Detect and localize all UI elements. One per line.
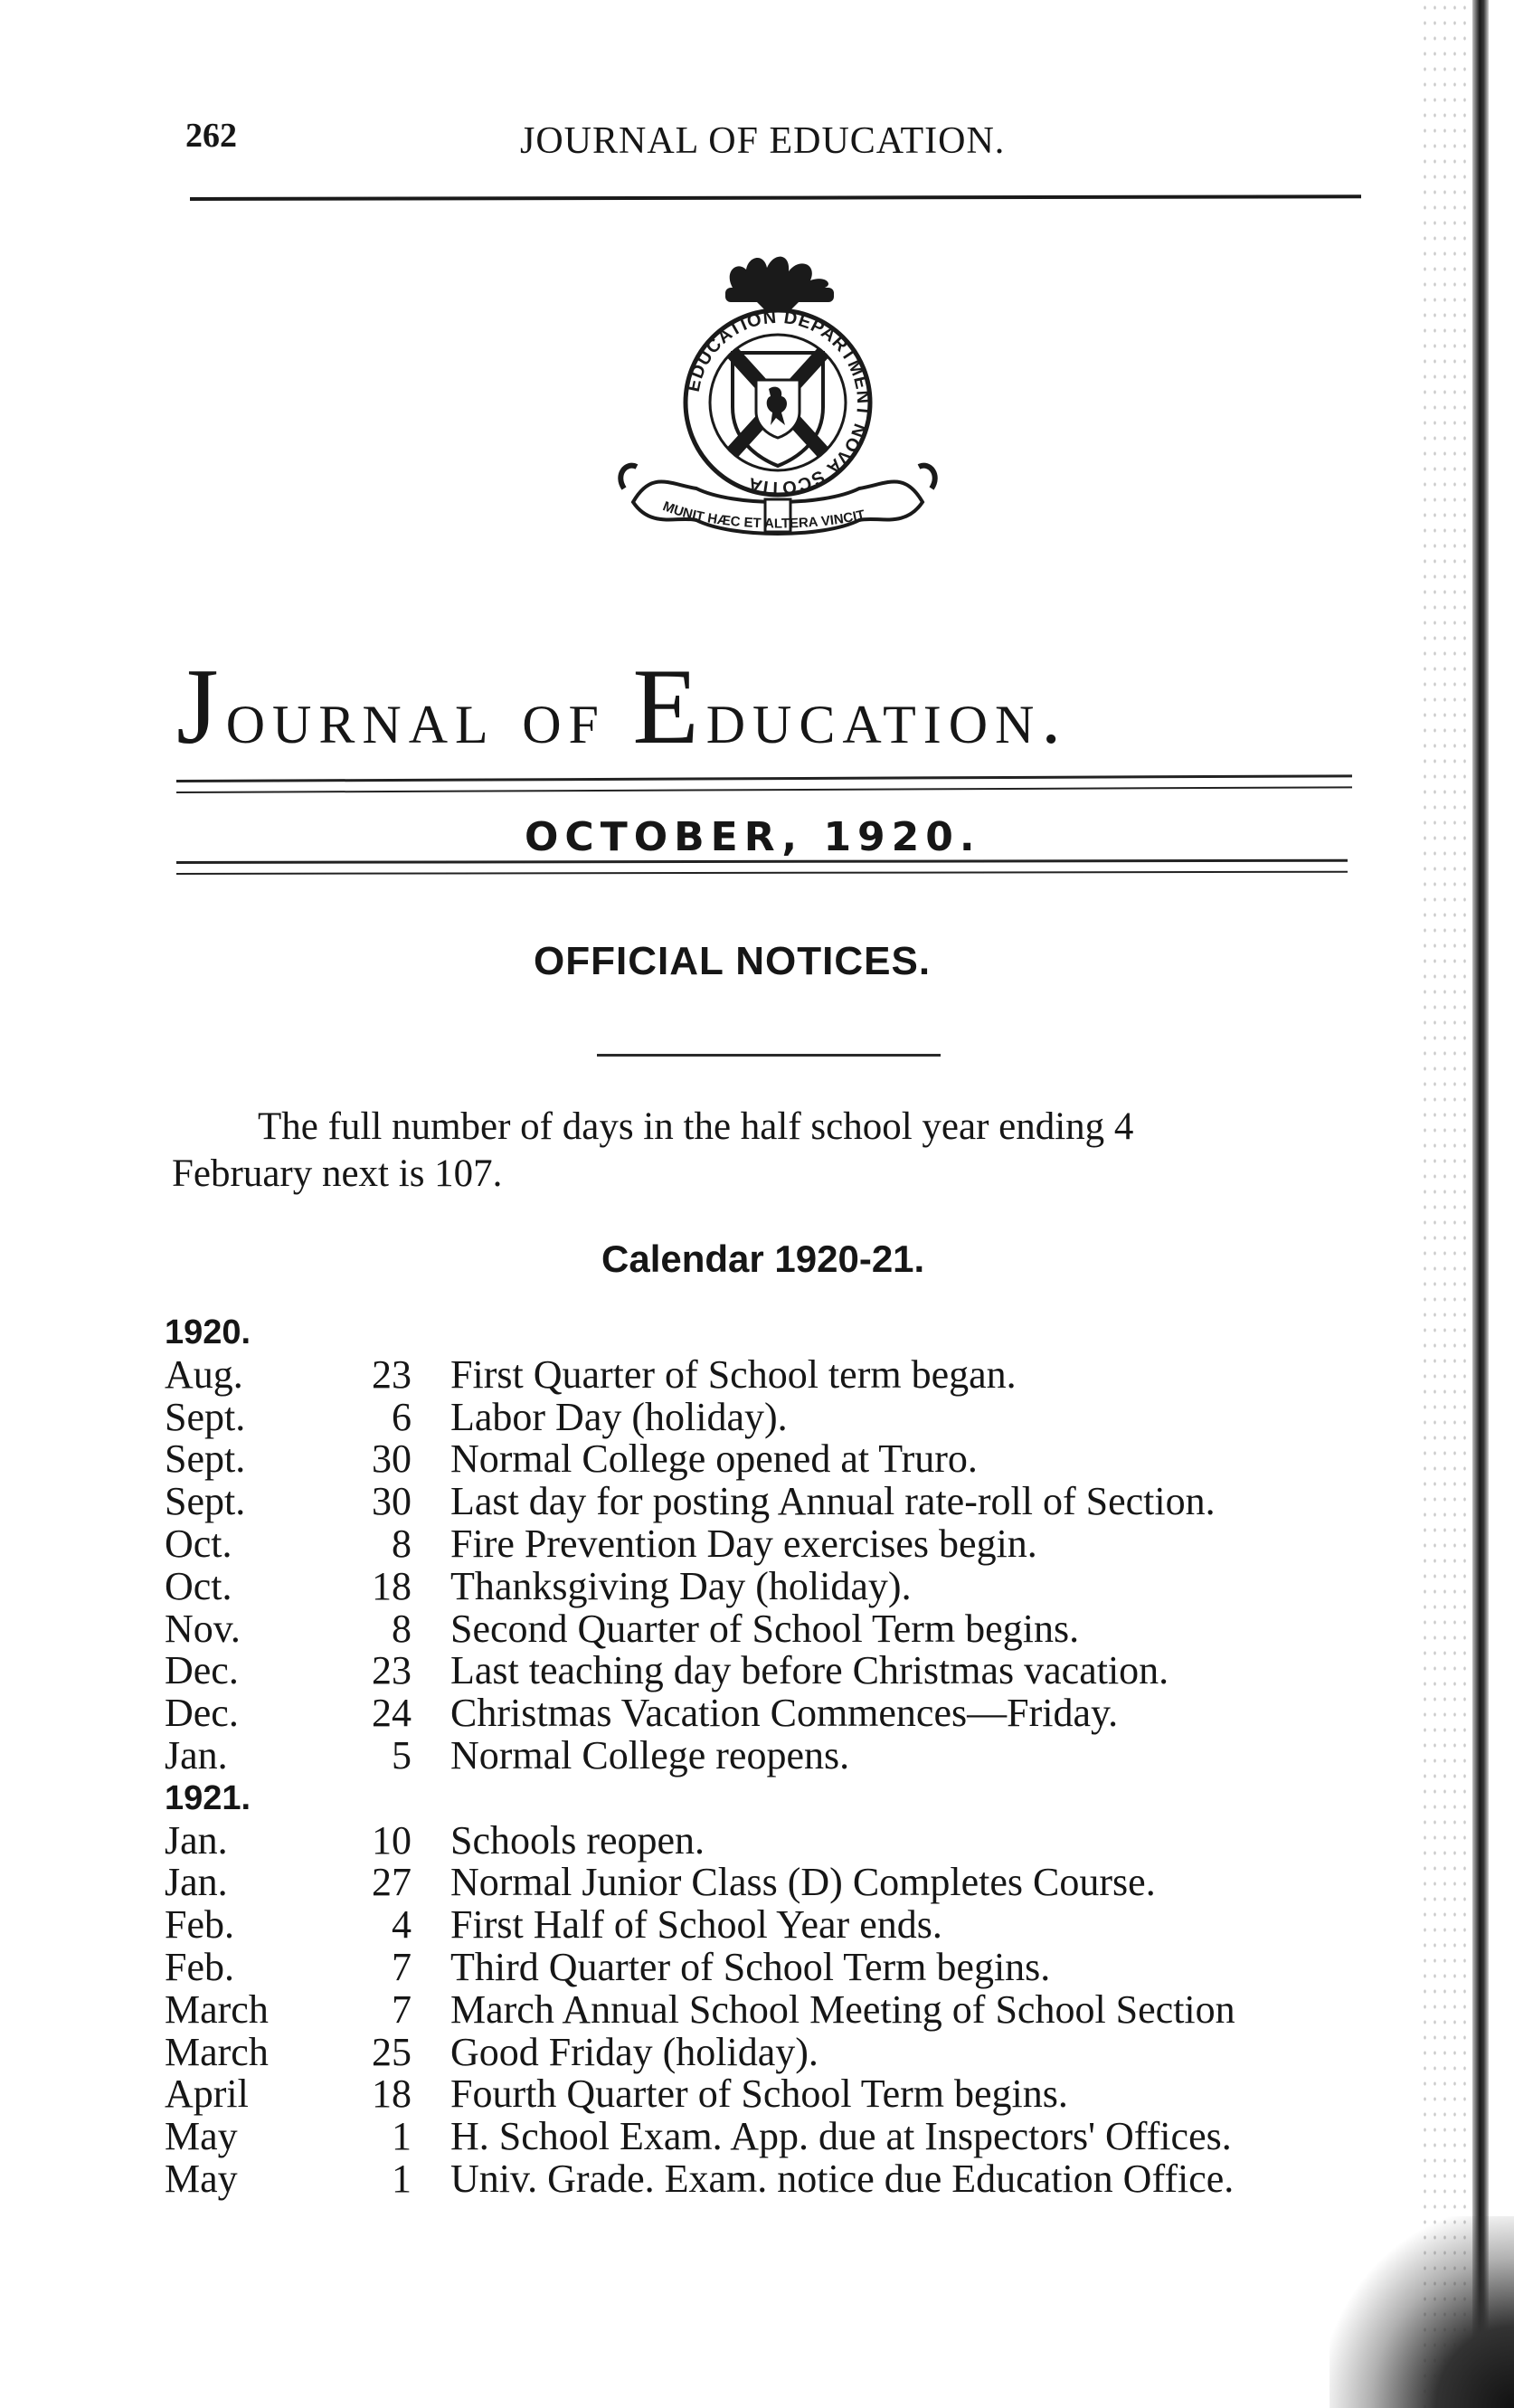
calendar-month: Feb.	[165, 1902, 234, 1948]
calendar-month: Sept.	[165, 1479, 246, 1524]
calendar-event: Good Friday (holiday).	[450, 2029, 819, 2074]
calendar-event: Christmas Vacation Commences—Friday.	[450, 1691, 1119, 1736]
calendar-year-row	[154, 1312, 1384, 1354]
calendar-event: March Annual School Meeting of School Section	[450, 1986, 1235, 2032]
calendar-row	[154, 1986, 1384, 2032]
calendar-day: 4	[392, 1902, 412, 1948]
page-number: 262	[185, 117, 237, 155]
calendar-event: Last teaching day before Christmas vacation.	[450, 1648, 1169, 1693]
calendar-table	[154, 1312, 1384, 2201]
calendar-event: Last day for posting Annual rate-roll of Section.	[450, 1479, 1216, 1524]
corner-smudge	[1329, 2216, 1514, 2408]
calendar-event: Second Quarter of School Term begins.	[450, 1606, 1080, 1651]
calendar-month: April	[165, 2071, 249, 2117]
calendar-month: March	[165, 2029, 269, 2074]
calendar-day: 27	[372, 1860, 412, 1905]
calendar-month: Oct.	[165, 1563, 232, 1608]
masthead-rule-top	[176, 774, 1352, 793]
calendar-row	[154, 1650, 1384, 1692]
calendar-day: 1	[392, 2156, 412, 2201]
edge-speckle	[1420, 0, 1472, 2408]
calendar-row	[154, 1692, 1384, 1735]
calendar-row	[154, 2073, 1384, 2116]
paragraph-line: February next is 107.	[172, 1152, 503, 1195]
calendar-row	[154, 1904, 1384, 1947]
calendar-event: Normal College reopens.	[450, 1732, 850, 1778]
calendar-month: Jan.	[165, 1860, 228, 1905]
calendar-month: Dec.	[165, 1691, 239, 1736]
calendar-event: Third Quarter of School Term begins.	[450, 1944, 1051, 1989]
calendar-month: Jan.	[165, 1817, 228, 1863]
calendar-row	[154, 1944, 1384, 1989]
calendar-row	[154, 1523, 1384, 1566]
calendar-row	[154, 2158, 1384, 2201]
calendar-day: 8	[392, 1521, 412, 1566]
calendar-row	[154, 1862, 1384, 1904]
calendar-month: Feb.	[165, 1944, 234, 1989]
calendar-event: First Half of School Year ends.	[450, 1902, 942, 1948]
calendar-row	[154, 1481, 1384, 1523]
calendar-day: 7	[392, 1986, 412, 2032]
calendar-month: Sept.	[165, 1436, 246, 1482]
calendar-day: 18	[372, 2071, 412, 2117]
calendar-event: Labor Day (holiday).	[450, 1394, 788, 1439]
masthead-rule-bottom	[176, 859, 1348, 875]
calendar-row	[154, 1817, 1384, 1863]
calendar-title: Calendar 1920-21.	[601, 1237, 925, 1280]
calendar-event: Thanksgiving Day (holiday).	[450, 1563, 912, 1608]
calendar-month: Sept.	[165, 1394, 246, 1439]
calendar-row	[154, 1608, 1384, 1651]
section-divider	[597, 1054, 941, 1057]
calendar-day: 23	[372, 1351, 412, 1397]
calendar-row	[154, 1563, 1384, 1608]
calendar-event: Schools reopen.	[450, 1817, 705, 1863]
calendar-day: 1	[392, 2114, 412, 2159]
calendar-month: Oct.	[165, 1521, 232, 1566]
calendar-month: Nov.	[165, 1606, 241, 1651]
calendar-month: March	[165, 1986, 269, 2032]
calendar-event: Normal College opened at Truro.	[450, 1436, 978, 1482]
section-heading: OFFICIAL NOTICES.	[534, 939, 932, 983]
calendar-month: Jan.	[165, 1732, 228, 1778]
calendar-row	[154, 1438, 1384, 1481]
calendar-month: May	[165, 2156, 238, 2201]
calendar-event: Fire Prevention Day exercises begin.	[450, 1521, 1037, 1566]
calendar-month: May	[165, 2114, 238, 2159]
seal-motto: MUNIT HÆC ET ALTERA VINCIT	[660, 498, 866, 532]
calendar-day: 18	[372, 1563, 412, 1608]
paragraph-line: The full number of days in the half school year ending 4	[258, 1105, 1134, 1148]
calendar-row	[154, 1732, 1384, 1778]
calendar-day: 30	[372, 1436, 412, 1482]
calendar-day: 23	[372, 1648, 412, 1693]
calendar-row	[154, 1351, 1384, 1397]
calendar-event: Fourth Quarter of School Term begins.	[450, 2071, 1068, 2117]
calendar-day: 25	[372, 2029, 412, 2074]
calendar-day: 30	[372, 1479, 412, 1524]
calendar-row	[154, 2116, 1384, 2158]
calendar-day: 24	[372, 1691, 412, 1736]
masthead-title: Journal of Education.	[176, 646, 1068, 766]
running-title: JOURNAL OF EDUCATION.	[520, 120, 1006, 162]
calendar-day: 8	[392, 1606, 412, 1651]
calendar-day: 5	[392, 1732, 412, 1778]
calendar-year: 1920.	[165, 1313, 251, 1351]
seal-ring-text: EDUCATION DEPARTMENT NOVA SCOTIA	[683, 307, 874, 498]
calendar-day: 6	[392, 1394, 412, 1439]
education-department-seal-icon	[597, 244, 959, 606]
calendar-event: Univ. Grade. Exam. notice due Education Office.	[450, 2156, 1235, 2201]
head-rule	[190, 194, 1361, 201]
calendar-month: Aug.	[165, 1351, 243, 1397]
calendar-row	[154, 2029, 1384, 2074]
calendar-event: First Quarter of School term began.	[450, 1351, 1017, 1397]
issue-date: OCTOBER, 1920.	[525, 814, 981, 860]
calendar-year-row	[154, 1778, 1384, 1820]
calendar-month: Dec.	[165, 1648, 239, 1693]
calendar-day: 10	[372, 1817, 412, 1863]
calendar-event: H. School Exam. App. due at Inspectors' Offices.	[450, 2114, 1232, 2159]
binding-edge-shadow	[1472, 0, 1489, 2408]
calendar-row	[154, 1394, 1384, 1439]
notice-paragraph	[172, 1104, 1366, 1198]
calendar-event: Normal Junior Class (D) Completes Course.	[450, 1860, 1156, 1905]
running-head	[0, 116, 1514, 170]
calendar-day: 7	[392, 1944, 412, 1989]
calendar-year: 1921.	[165, 1778, 251, 1817]
